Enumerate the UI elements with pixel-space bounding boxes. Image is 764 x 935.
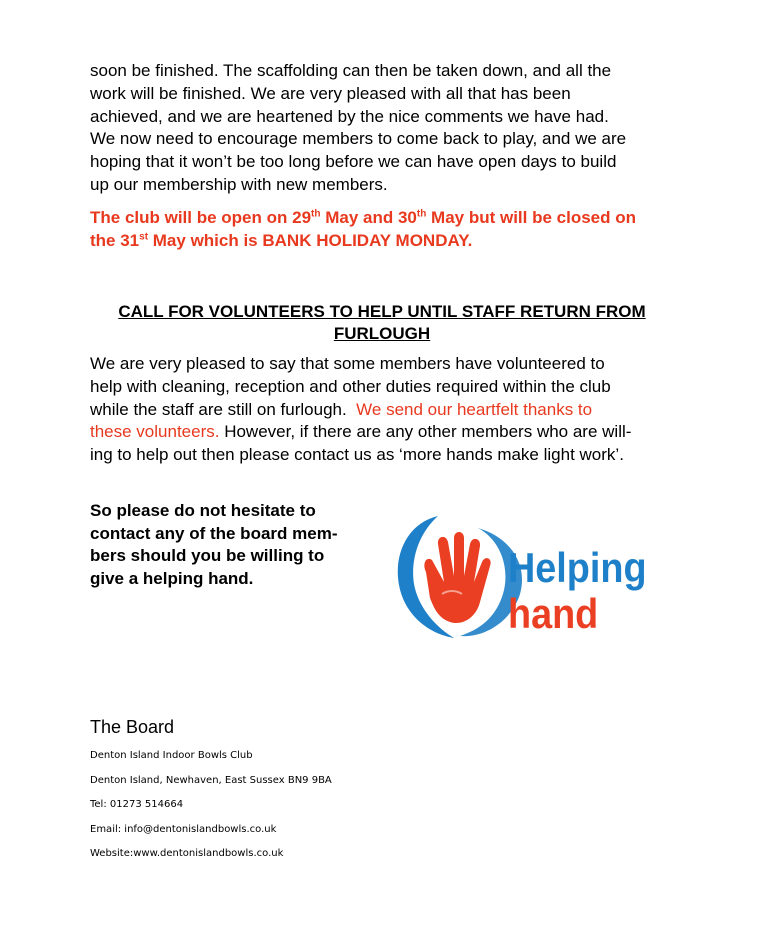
notice-text: May and 30	[320, 208, 417, 227]
helping-hand-logo-graphic	[382, 498, 674, 664]
intro-paragraph	[90, 60, 710, 197]
logo-word-helping: Helping	[508, 545, 647, 592]
notice-text: the 31	[90, 231, 140, 250]
volunteers-paragraph	[90, 353, 710, 467]
volunteers-text: However, if there are any other members who are will-	[219, 422, 632, 442]
intro-line: up our membership with new members.	[90, 174, 388, 194]
volunteers-heading-line: FURLOUGH	[333, 324, 431, 343]
club-name: Denton Island Indoor Bowls Club	[90, 750, 253, 761]
opening-notice-line-2	[90, 229, 710, 252]
thanks-text: these volunteers.	[90, 422, 220, 442]
intro-line: soon be finished. The scaffolding can then be taken down, and all the	[90, 61, 612, 80]
thanks-text: We send our heartfelt thanks to	[356, 399, 593, 419]
board-signature: The Board	[90, 717, 175, 737]
intro-line: achieved, and we are heartened by the nice comments we have had.	[90, 106, 609, 126]
volunteers-line: help with cleaning, reception and other duties required within the club	[90, 376, 611, 396]
club-telephone: Tel: 01273 514664	[90, 799, 184, 810]
notice-superscript: th	[416, 208, 427, 220]
notice-superscript: st	[139, 231, 149, 243]
volunteers-heading-line: CALL FOR VOLUNTEERS TO HELP UNTIL STAFF RETURN FROM	[118, 302, 646, 321]
intro-line: work will be finished. We are very pleased with all that has been	[90, 83, 571, 103]
volunteers-heading	[90, 301, 674, 345]
volunteers-line: ing to help out then please contact us as ‘more hands make light work’.	[90, 445, 624, 465]
opening-notice	[90, 206, 710, 252]
club-email: Email: info@dentonislandbowls.co.uk	[90, 824, 277, 835]
volunteers-line: We are very pleased to say that some members have volunteered to	[90, 354, 605, 373]
hand-icon	[424, 532, 490, 623]
notice-text: The club will be open on 29	[90, 208, 312, 227]
notice-text: May which is BANK HOLIDAY MONDAY.	[148, 231, 473, 250]
intro-line: hoping that it won’t be too long before we can have open days to build	[90, 152, 617, 172]
appeal-line: bers should you be willing to	[90, 546, 325, 565]
intro-line: We now need to encourage members to come back to play, and we are	[90, 129, 627, 149]
volunteers-line	[90, 399, 710, 422]
club-website: Website:www.dentonislandbowls.co.uk	[90, 848, 284, 859]
club-address: Denton Island, Newhaven, East Sussex BN9 9BA	[90, 775, 332, 786]
helping-hand-appeal	[90, 500, 375, 590]
notice-superscript: th	[311, 208, 321, 220]
appeal-line: contact any of the board mem-	[90, 523, 338, 543]
appeal-line: give a helping hand.	[90, 568, 254, 588]
volunteers-line	[90, 421, 710, 444]
logo-word-hand: hand	[508, 591, 599, 638]
opening-notice-line-1	[90, 206, 710, 229]
helping-hand-logo	[382, 498, 674, 664]
notice-text: May but will be closed on	[426, 208, 637, 227]
appeal-line: So please do not hesitate to	[90, 501, 316, 520]
volunteers-text: while the staff are still on furlough.	[90, 399, 357, 419]
